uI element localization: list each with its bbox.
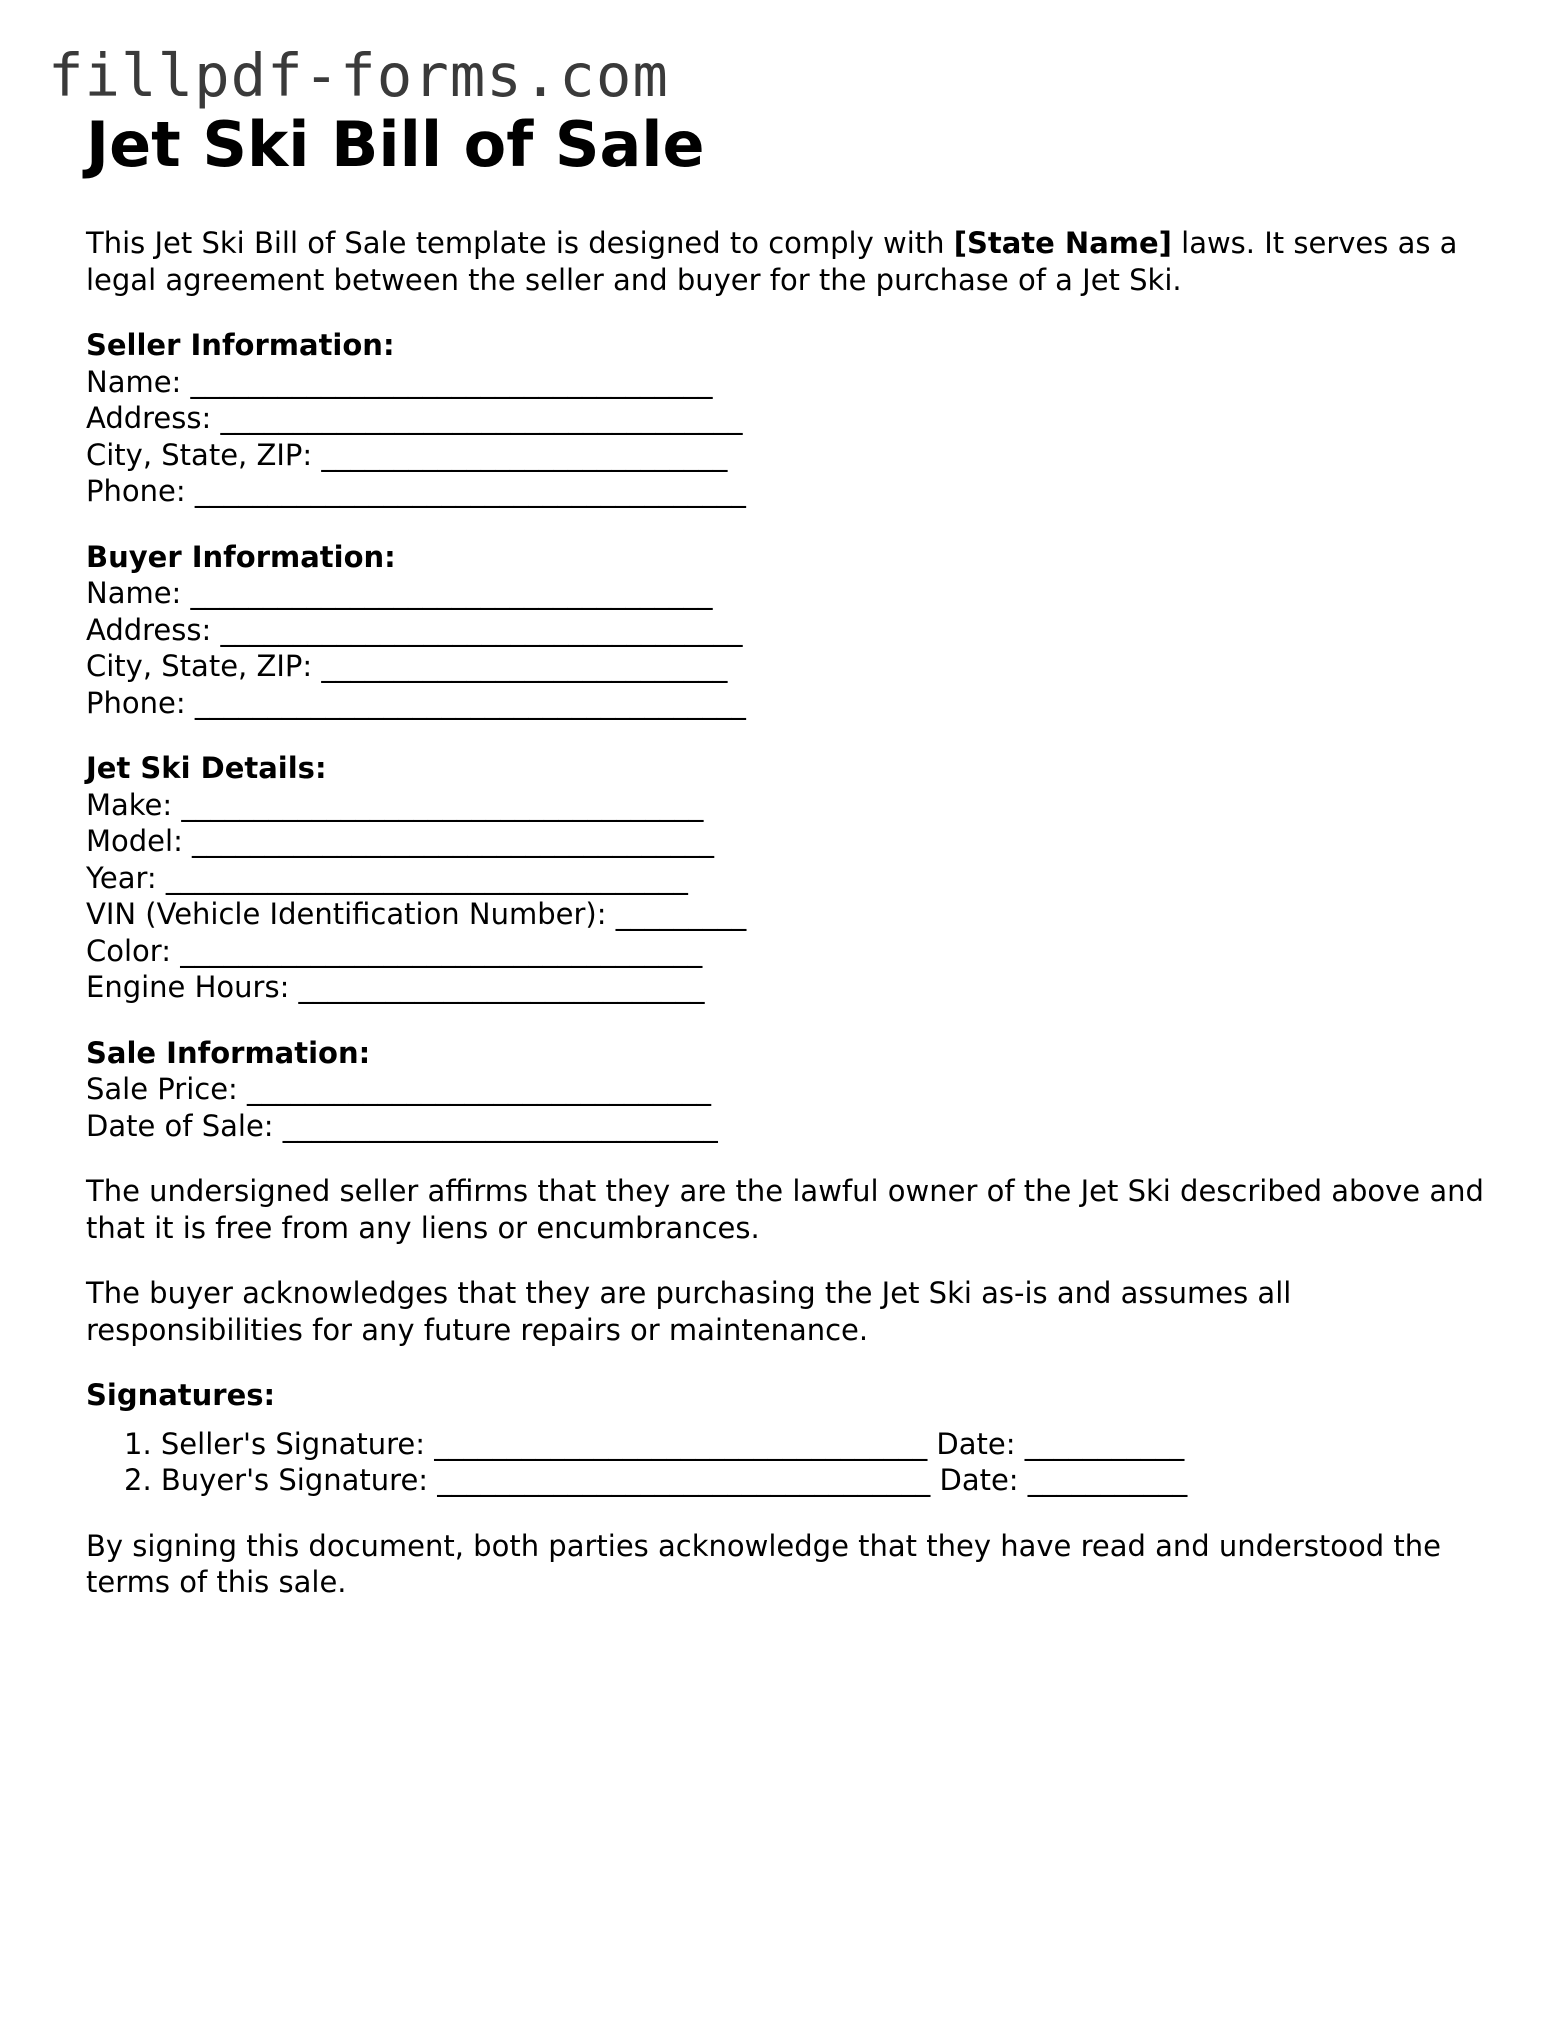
seller-phone-field[interactable]: Phone: ______________________________________ [86, 474, 746, 509]
seller-name-field[interactable]: Name: ____________________________________ [86, 364, 713, 399]
seller-city-state-zip-field[interactable]: City, State, ZIP: ____________________________ [86, 437, 728, 472]
buyer-address-field[interactable]: Address: ____________________________________ [86, 612, 743, 647]
jet-ski-details-section [86, 750, 1486, 1006]
sale-price-field[interactable]: Sale Price: ________________________________ [86, 1072, 712, 1107]
buyer-phone-field[interactable]: Phone: ______________________________________ [86, 685, 746, 720]
seller-information-section [86, 327, 1486, 510]
document-title: Jet Ski Bill of Sale [86, 108, 705, 181]
seller-affirmation-paragraph: The undersigned seller affirms that they are the lawful owner of the Jet Ski described above and that it is free from any liens or encumbrances. [86, 1174, 1484, 1245]
seller-signature-line[interactable]: 1. Seller's Signature: __________________________________ Date: ___________ [124, 1426, 1185, 1461]
jet-ski-vin-field[interactable]: VIN (Vehicle Identification Number): _________ [86, 897, 747, 932]
intro-text-before: This Jet Ski Bill of Sale template is designed to comply with [86, 226, 954, 261]
document-body [86, 108, 1486, 1630]
signatures-list [86, 1426, 1486, 1499]
seller-address-field[interactable]: Address: ____________________________________ [86, 401, 743, 436]
buyer-acknowledgement-paragraph: The buyer acknowledges that they are purchasing the Jet Ski as-is and assumes all responsibilities for any future repairs or maintenance. [86, 1276, 1292, 1347]
date-of-sale-field[interactable]: Date of Sale: ______________________________ [86, 1108, 718, 1143]
state-name-placeholder: [State Name] [953, 226, 1172, 261]
seller-information-heading: Seller Information: [86, 328, 395, 363]
jet-ski-model-field[interactable]: Model: ____________________________________ [86, 824, 715, 859]
intro-text-after: laws. It serves as a legal agreement between the seller and buyer for the purchase of a Jet Ski. [86, 226, 1458, 297]
intro-paragraph [86, 225, 1486, 298]
buyer-information-section [86, 539, 1486, 722]
watermark-text: fillpdf-forms.com [48, 41, 669, 110]
buyer-information-heading: Buyer Information: [86, 539, 396, 574]
closing-paragraph: By signing this document, both parties acknowledge that they have read and understood the terms of this sale. [86, 1528, 1441, 1600]
buyer-city-state-zip-field[interactable]: City, State, ZIP: ____________________________ [86, 649, 728, 684]
jet-ski-make-field[interactable]: Make: ____________________________________ [86, 787, 704, 822]
jet-ski-color-field[interactable]: Color: ____________________________________ [86, 933, 703, 968]
sale-information-section [86, 1035, 1486, 1145]
jet-ski-year-field[interactable]: Year: ____________________________________ [86, 860, 688, 895]
sale-information-heading: Sale Information: [86, 1035, 371, 1070]
signatures-heading: Signatures: [86, 1378, 276, 1413]
buyer-name-field[interactable]: Name: ____________________________________ [86, 576, 713, 611]
buyer-signature-line[interactable]: 2. Buyer's Signature: __________________________________ Date: ___________ [124, 1463, 1188, 1498]
jet-ski-details-heading: Jet Ski Details: [86, 751, 327, 786]
jet-ski-engine-hours-field[interactable]: Engine Hours: ____________________________ [86, 970, 705, 1005]
